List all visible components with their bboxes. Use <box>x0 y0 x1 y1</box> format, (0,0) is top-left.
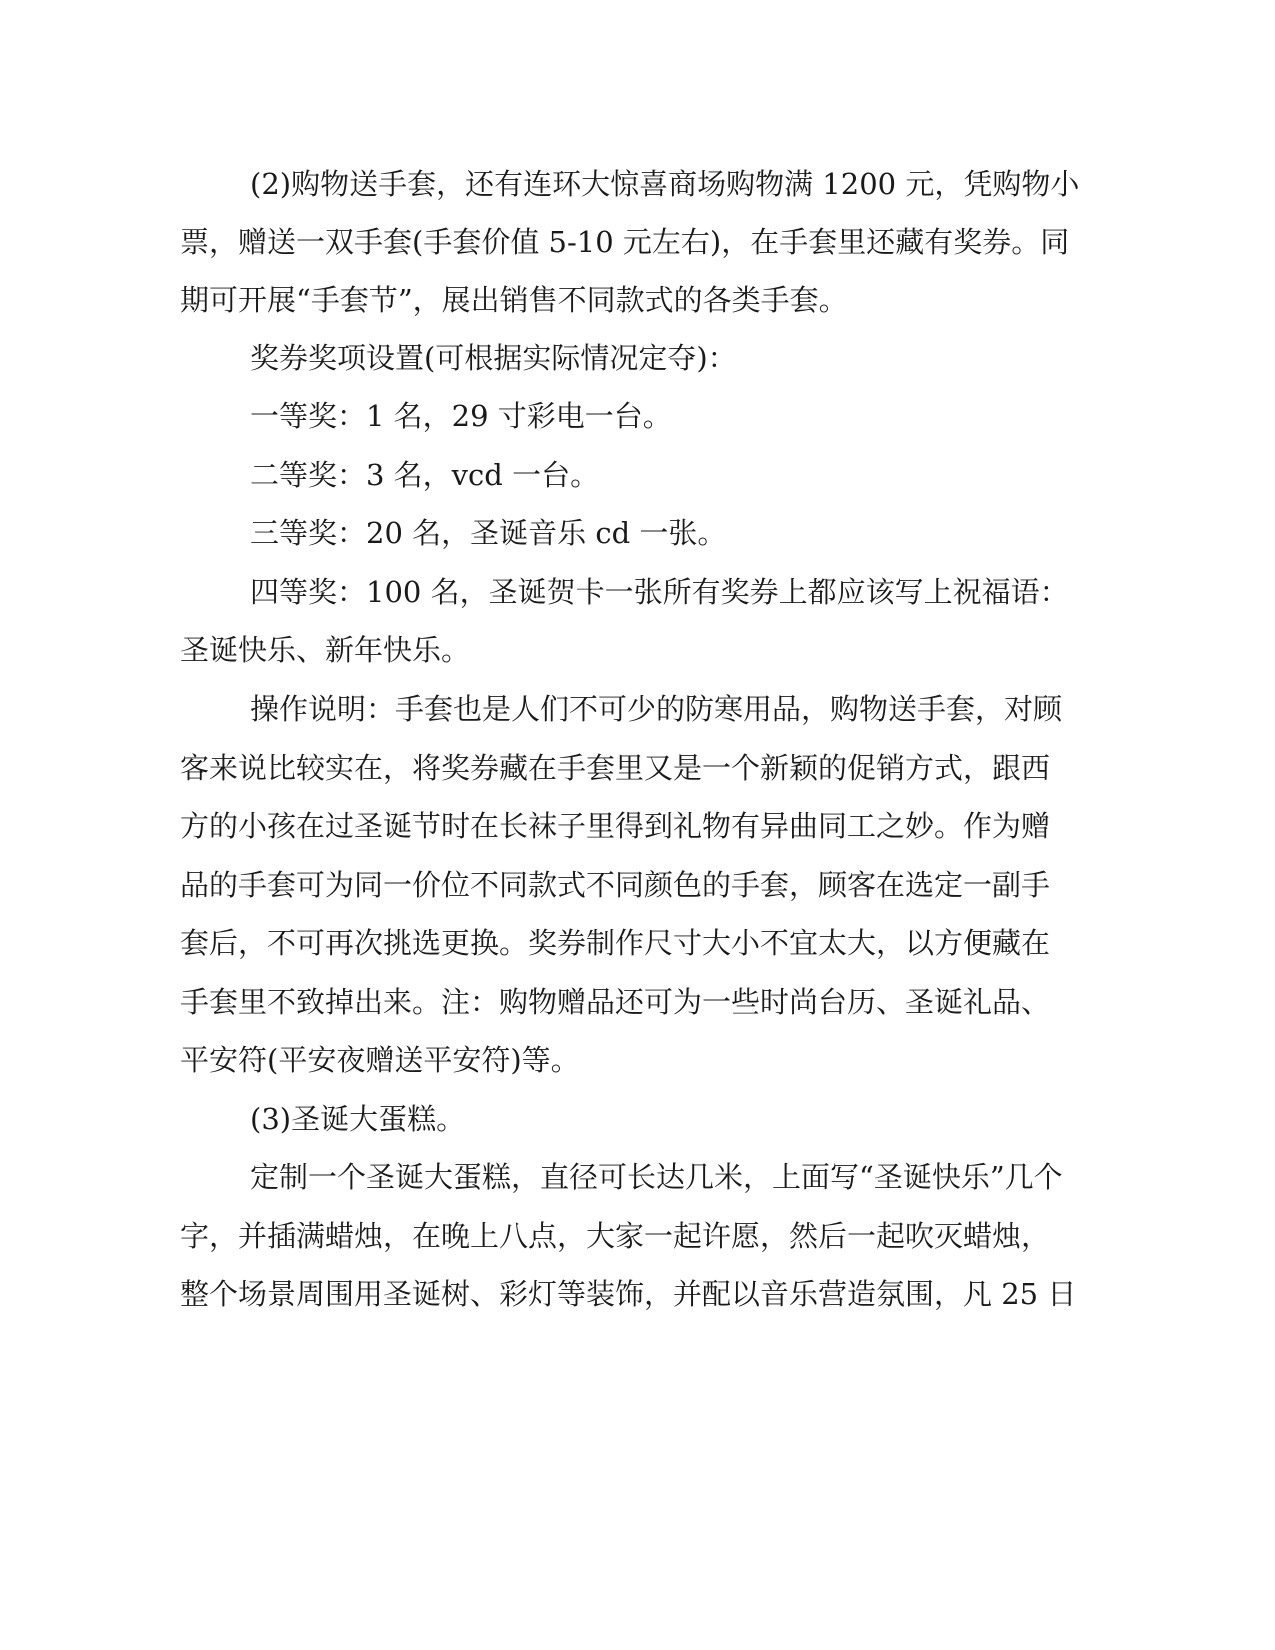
text-line: 平安符(平安夜赠送平安符)等。 <box>180 1043 580 1077</box>
text-line: 操作说明：手套也是人们不可少的防寒用品，购物送手套，对顾 <box>250 692 1063 726</box>
text-line: 票，赠送一双手套(手套价值 5-10 元左右)，在手套里还藏有奖券。同 <box>180 225 1070 259</box>
text-line: 定制一个圣诞大蛋糕，直径可长达几米，上面写“圣诞快乐”几个 <box>250 1160 1063 1194</box>
text-line: (3)圣诞大蛋糕。 <box>250 1102 466 1136</box>
text-line: 手套里不致掉出来。注：购物赠品还可为一些时尚台历、圣诞礼品、 <box>180 985 1051 1019</box>
text-line: 圣诞快乐、新年快乐。 <box>180 633 471 667</box>
text-line: 整个场景周围用圣诞树、彩灯等装饰，并配以音乐营造氛围，凡 25 日 <box>180 1277 1077 1311</box>
text-line: 三等奖：20 名，圣诞音乐 cd 一张。 <box>250 516 727 550</box>
text-line: 套后，不可再次挑选更换。奖券制作尺寸大小不宜太大，以方便藏在 <box>180 926 1051 960</box>
text-line: 二等奖：3 名，vcd 一台。 <box>250 458 600 492</box>
text-line: 方的小孩在过圣诞节时在长袜子里得到礼物有异曲同工之妙。作为赠 <box>180 809 1051 843</box>
text-line: 四等奖：100 名，圣诞贺卡一张所有奖券上都应该写上祝福语： <box>250 575 1069 609</box>
text-line: 字，并插满蜡烛，在晚上八点，大家一起许愿，然后一起吹灭蜡烛， <box>180 1219 1051 1253</box>
text-line: 品的手套可为同一价位不同款式不同颜色的手套，顾客在选定一副手 <box>180 868 1051 902</box>
text-line: 客来说比较实在，将奖券藏在手套里又是一个新颖的促销方式，跟西 <box>180 751 1051 785</box>
text-line: 期可开展“手套节”，展出销售不同款式的各类手套。 <box>180 283 848 317</box>
text-line: 奖券奖项设置(可根据实际情况定夺)： <box>250 341 737 375</box>
text-line: 一等奖：1 名，29 寸彩电一台。 <box>250 399 672 433</box>
text-line: (2)购物送手套，还有连环大惊喜商场购物满 1200 元，凭购物小 <box>250 167 1080 201</box>
